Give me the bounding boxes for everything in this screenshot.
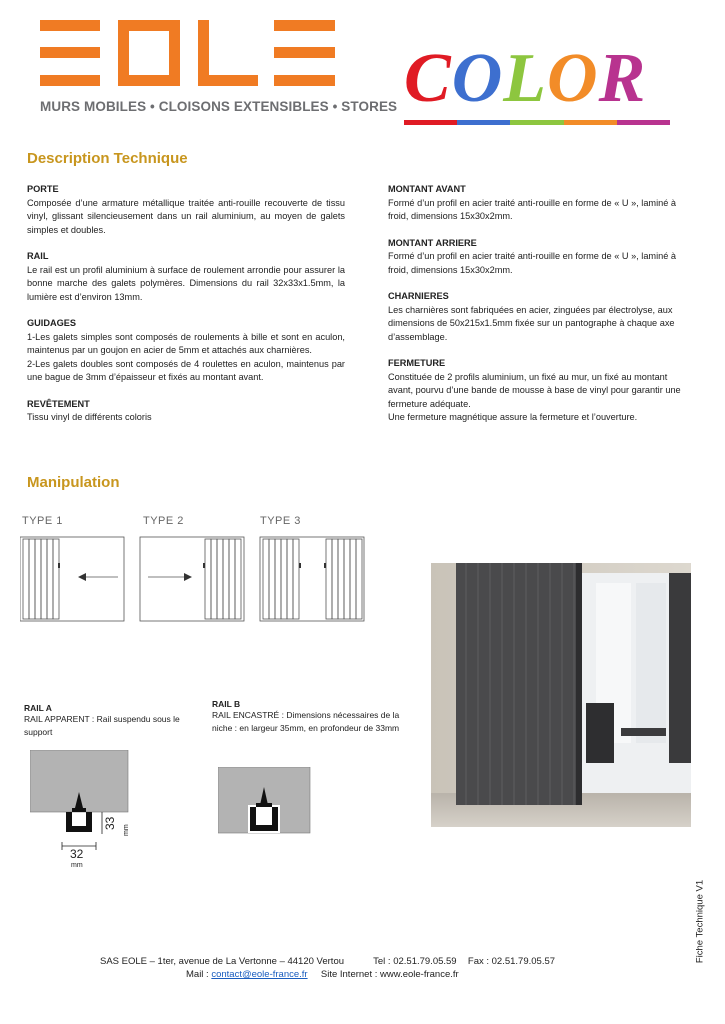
section-text: Tissu vinyl de différents coloris (27, 412, 152, 422)
color-letter: O (547, 40, 599, 117)
manipulation-diagrams (20, 535, 370, 625)
type-2-frame (140, 537, 244, 621)
section-guidages (27, 317, 345, 385)
section-text: Formé d’un profil en acier traité anti-rouille en forme de « U », laminé à froid, dimensions 15x30x2mm. (388, 197, 677, 221)
section-heading: REVÊTEMENT (27, 398, 90, 409)
handle-icon (324, 563, 326, 568)
description-title: Description Technique (27, 150, 188, 167)
section-heading: GUIDAGES (27, 318, 77, 328)
footer-address-line (100, 956, 555, 967)
side-label-box (693, 878, 707, 968)
section-fermeture (388, 357, 688, 425)
arrow-right-icon (184, 573, 192, 581)
rail-b-diagram (218, 767, 318, 837)
door-photo (431, 563, 691, 827)
section-revetement (27, 398, 345, 425)
footer-site: Site Internet : www.eole-france.fr (320, 969, 459, 980)
type-3-folds (263, 539, 362, 619)
type-2-label: TYPE 2 (143, 515, 184, 527)
rail-b-heading: RAIL B (212, 699, 241, 709)
section-text: Les charnières sont fabriquées en acier, zinguées par électrolyse, aux dimensions de 50x215x1.5mm fixée sur un pantographe à chaque axe d’assemblage. (388, 304, 675, 342)
footer-address: SAS EOLE – 1ter, avenue de La Vertonne – 44120 Vertou (100, 956, 345, 967)
eole-logo (40, 20, 335, 86)
section-rail (27, 250, 345, 304)
eole-logo-mark (40, 20, 335, 86)
rail-a-text: RAIL APPARENT : Rail suspendu sous le support (24, 714, 180, 737)
manipulation-title: Manipulation (27, 474, 120, 491)
section-text: Le rail est un profil aluminium à surface de roulement arrondie pour assurer la bonne marche des galets polymères. Dimensions du rail 32x33x1.5mm, la lumière est d’environ 13mm. (27, 264, 345, 302)
rail-b-text: RAIL ENCASTRÉ : Dimensions nécessaires de la niche : en largeur 35mm, en profondeur de 33mm (212, 710, 400, 733)
footer-tel: Tel : 02.51.79.05.59 (373, 956, 457, 967)
rail-a-info (24, 703, 194, 738)
rail-a-width-value: 32 (70, 847, 84, 861)
color-bar-segment (617, 120, 670, 125)
color-bar-segment (510, 120, 563, 125)
color-bar-segment (564, 120, 617, 125)
rail-a-height-unit: mm (123, 824, 130, 836)
arrow-left-icon (78, 573, 86, 581)
color-bar-segment (404, 120, 457, 125)
section-text: Constituée de 2 profils aluminium, un fixé au mur, un fixé au montant avant, pourvu d’une bande de mousse à base de vinyl pour garantir une fermeture adéquate. (388, 371, 681, 409)
section-charnieres (388, 290, 688, 344)
description-right-column (388, 183, 688, 438)
color-letter: C (404, 40, 452, 117)
section-heading: MONTANT ARRIERE (388, 237, 477, 248)
type-2-folds (205, 539, 241, 619)
rail-a-width-unit: mm (71, 862, 83, 869)
section-heading: CHARNIERES (388, 291, 449, 301)
description-left-column (27, 183, 345, 438)
tagline: MURS MOBILES • CLOISONS EXTENSIBLES • STORES (40, 99, 398, 114)
type-1-folds (23, 539, 59, 619)
section-text: Composée d’une armature métallique traitée anti-rouille recouverte de tissu vinyl, glissant silencieusement dans un rail aluminium, au moyen de galets simples et doubles. (27, 197, 345, 235)
section-montant-arriere (388, 237, 688, 278)
section-heading: PORTE (27, 184, 59, 194)
type-3-label: TYPE 3 (260, 515, 301, 527)
footer-mail-link[interactable]: contact@eole-france.fr (211, 969, 308, 980)
type-1-label: TYPE 1 (22, 515, 63, 527)
side-label: Fiche Technique V1 (694, 879, 706, 964)
section-heading: MONTANT AVANT (388, 184, 466, 194)
section-heading: FERMETURE (388, 358, 446, 368)
section-montant-avant (388, 183, 688, 224)
type-1-frame (20, 537, 124, 621)
section-text: Une fermeture magnétique assure la fermeture et l’ouverture. (388, 412, 638, 422)
rail-a-heading: RAIL A (24, 703, 52, 713)
section-text: 2-Les galets doubles sont composés de 4 roulettes en aculon, maintenus par une bague de 3mm d’épaisseur et fixés au montant avant. (27, 358, 345, 382)
rail-a-diagram (30, 750, 135, 870)
section-text: Formé d’un profil en acier traité anti-rouille en forme de « U », laminé à froid, dimensions 15x30x2mm. (388, 251, 677, 275)
type-3-frame (260, 537, 364, 621)
color-wordmark (404, 40, 647, 117)
footer-contact-line (186, 969, 459, 980)
handle-icon (203, 563, 205, 568)
color-letter: L (503, 40, 548, 117)
rail-b-info (212, 699, 402, 734)
handle-icon (58, 563, 60, 568)
footer-fax: Fax : 02.51.79.05.57 (467, 956, 556, 967)
color-letter: R (598, 40, 647, 117)
color-bar (404, 120, 670, 125)
section-porte (27, 183, 345, 237)
section-text: 1-Les galets simples sont composés de roulements à bille et sont en aculon, maintenus par un goujon en acier de 5mm et attachés aux charnières. (27, 331, 345, 355)
color-bar-segment (457, 120, 510, 125)
section-heading: RAIL (27, 251, 49, 261)
footer-mail-label: Mail : (186, 969, 209, 980)
color-letter: O (451, 40, 504, 117)
rail-a-height-value: 33 (103, 816, 117, 830)
handle-icon (299, 563, 301, 568)
